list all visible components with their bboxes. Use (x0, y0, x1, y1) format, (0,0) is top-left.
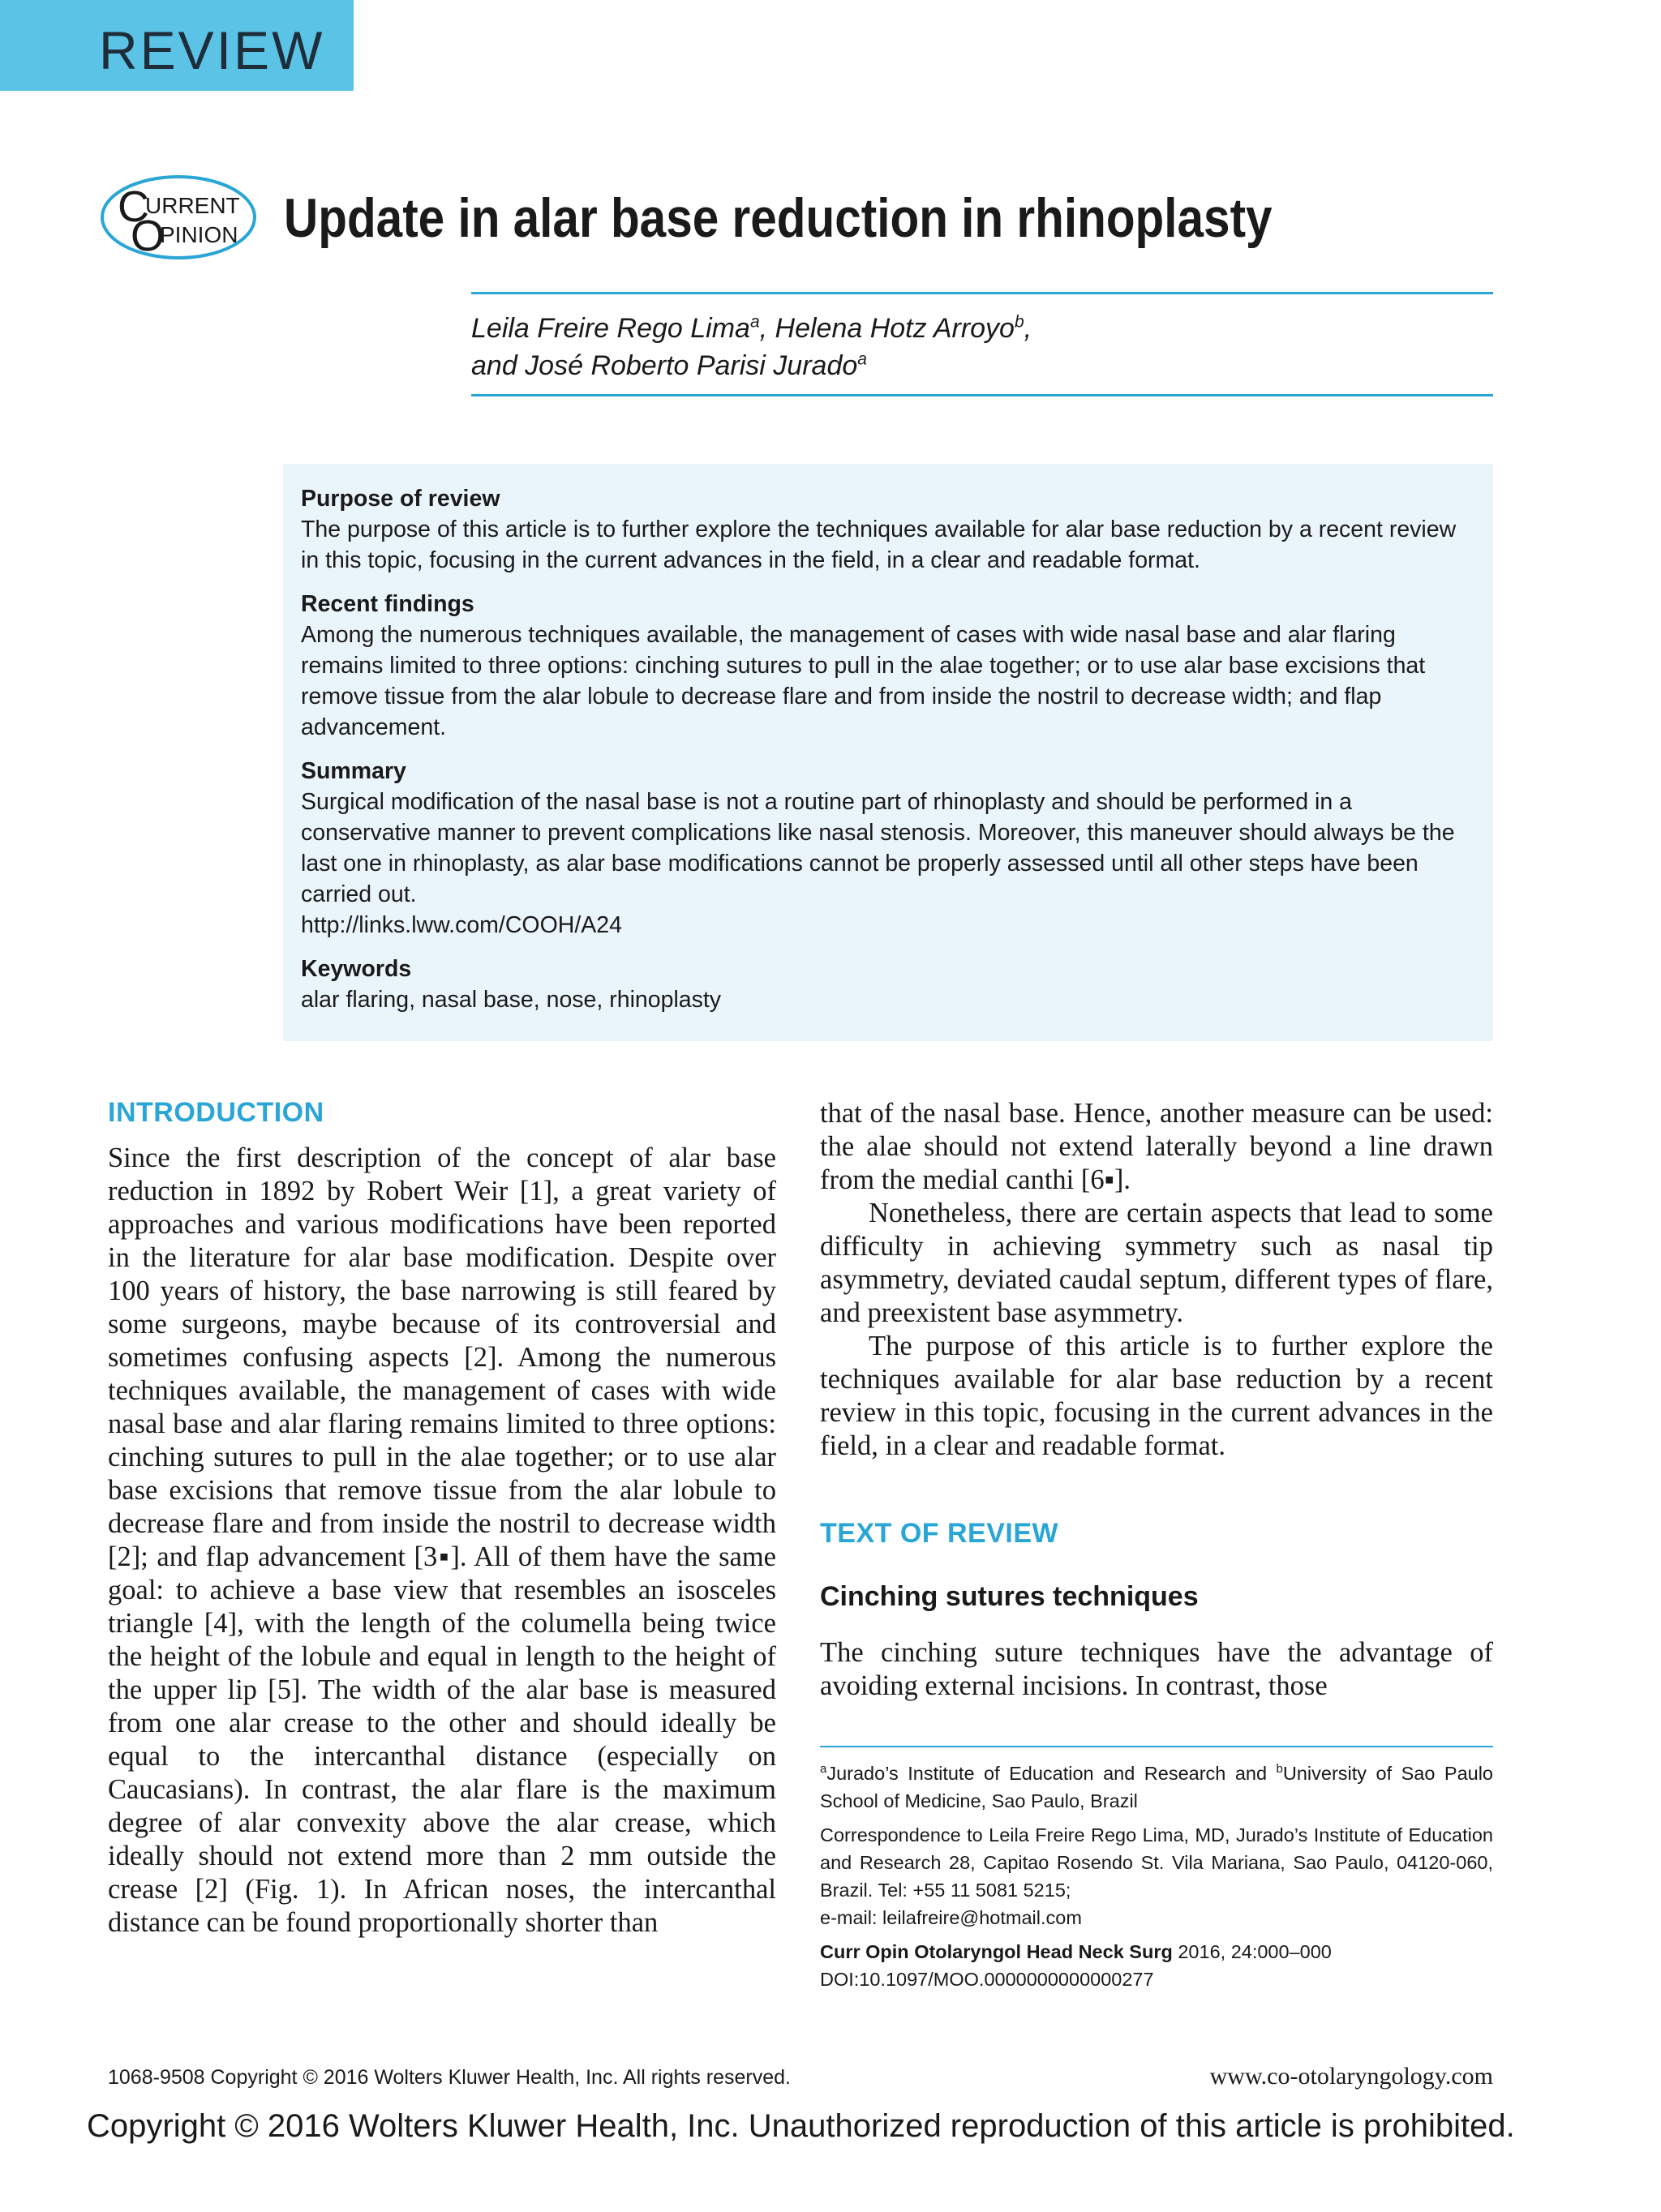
author-1: Leila Freire Rego Lima (471, 313, 750, 344)
summary-text: Surgical modification of the nasal base is not a routine part of rhinoplasty and should be performed in a conservative manner to prevent complications like nasal stenosis. Moreover, this maneuver should always be the last one in rhinoplasty, as alar base modifications cannot be properly assessed until all other steps have been carried out. (301, 789, 1455, 907)
logo-line2: PINION (160, 222, 238, 247)
journal-name: Curr Opin Otolaryngol Head Neck Surg (820, 1941, 1173, 1962)
issn-copyright: 1068-9508 Copyright © 2016 Wolters Kluwer Health, Inc. All rights reserved. (108, 2066, 791, 2089)
logo-line1: URRENT (145, 193, 240, 218)
affiliations (820, 1760, 1493, 1815)
correspondence-email[interactable]: e-mail: leilafreire@hotmail.com (820, 1907, 1082, 1928)
introduction-column-left (108, 1142, 776, 1940)
journal-citation (820, 1938, 1493, 1993)
author-2-affil: b (1014, 312, 1024, 332)
author-3-affil: a (857, 349, 867, 369)
author-1-affil: a (749, 312, 760, 332)
abstract-box (283, 464, 1493, 1041)
logo-letter-c: C (118, 182, 149, 231)
current-opinion-logo (100, 174, 258, 261)
keywords-text: alar flaring, nasal base, nose, rhinoplasty (301, 987, 722, 1013)
introduction-paragraph-2: Nonetheless, there are certain aspects that lead to some difficulty in achieving symmetry such as nasal tip asymmetry, deviated caudal septum, different types of flare, and preexistent base asymmetry. (820, 1198, 1493, 1328)
cinching-sutures-heading: Cinching sutures techniques (820, 1581, 1199, 1612)
introduction-paragraph: Since the first description of the concept of alar base reduction in 1892 by Robert Weir [1], a great variety of approaches and various modifications have been reported in the literature for alar base modification. Despite over 100 years of history, the base narrowing is still feared by some surgeons, maybe because of its controversial and sometimes confusing aspects [2]. Among the numerous techniques available, the management of cases with wide nasal base and alar flaring remains limited to three options: cinching sutures to pull in the alae together; or to use alar base excisions that remove tissue from the alar lobule to decrease flare and from inside the nostril to decrease width [2]; and flap advancement [3▪]. All of them have the same goal: to achieve a base view that resembles an isosceles triangle [4], with the length of the columella being twice the height of the lobule and equal in length to the height of the upper lip [5]. The width of the alar base is measured from one alar crease to the other and should ideally be equal to the intercanthal distance (especially on Caucasians). In contrast, the alar flare is the maximum degree of alar convexity above the alar crease, which ideally should not extend more than 2 mm outside the crease [2] (Fig. 1). In African noses, the intercanthal distance can be found proportionally shorter than (108, 1142, 776, 1938)
author-sep-1: , (759, 313, 775, 344)
affil-a-mark: a (820, 1762, 827, 1777)
findings-heading: Recent findings (301, 591, 474, 617)
introduction-heading: INTRODUCTION (108, 1097, 324, 1128)
correspondence (820, 1821, 1493, 1931)
correspondence-text: Correspondence to Leila Freire Rego Lima, MD, Jurado’s Institute of Education and Research 28, Capitao Rosendo St. Vila Mariana, Sao Paulo, 04120-060, Brazil. Tel: +55 11 5081 5215; (820, 1824, 1493, 1901)
keywords-heading: Keywords (301, 956, 412, 982)
cinching-sutures-paragraph: The cinching suture techniques have the advantage of avoiding external incisions. In contrast, those (820, 1637, 1493, 1701)
affil-b-mark: b (1276, 1762, 1283, 1777)
cinching-sutures-text (820, 1636, 1493, 1703)
introduction-continued: that of the nasal base. Hence, another measure can be used: the alae should not extend laterally beyond a line drawn from the medial canthi [6▪]. (820, 1098, 1493, 1195)
doi[interactable]: DOI:10.1097/MOO.0000000000000277 (820, 1969, 1154, 1990)
introduction-paragraph-3: The purpose of this article is to further explore the techniques available for alar base reduction by a recent review in this topic, focusing in the current advances in the field, in a clear and readable format. (820, 1331, 1493, 1461)
author-sep-2: , (1024, 313, 1032, 344)
review-tag: REVIEW (0, 0, 354, 91)
summary-heading: Summary (301, 758, 406, 784)
affil-b: University of Sao Paulo School of Medicine, Sao Paulo, Brazil (820, 1763, 1493, 1811)
text-of-review-heading: TEXT OF REVIEW (820, 1518, 1059, 1549)
footnotes (820, 1760, 1493, 2000)
supplemental-link[interactable]: http://links.lww.com/COOH/A24 (301, 912, 622, 938)
article-title: Update in alar base reduction in rhinoplasty (284, 187, 1273, 249)
copyright-banner: Copyright © 2016 Wolters Kluwer Health, Inc. Unauthorized reproduction of this article is prohibited. (87, 2108, 1515, 2144)
purpose-heading: Purpose of review (301, 486, 500, 512)
journal-website[interactable]: www.co-otolaryngology.com (1209, 2063, 1493, 2090)
author-rule-top (471, 292, 1493, 294)
journal-info: 2016, 24:000–000 (1172, 1941, 1332, 1962)
footnote-rule (820, 1746, 1493, 1747)
affil-a: Jurado’s Institute of Education and Research and (826, 1763, 1277, 1784)
author-list (471, 310, 1493, 384)
purpose-text: The purpose of this article is to further explore the techniques available for alar base reduction by a recent review in this topic, focusing in the current advances in the field, in a clear and readable format. (301, 517, 1457, 573)
findings-text: Among the numerous techniques available, the management of cases with wide nasal base and alar flaring remains limited to three options: cinching sutures to pull in the alae together; or to use alar base excisions that remove tissue from the alar lobule to decrease flare and from inside the nostril to decrease width; and flap advancement. (301, 622, 1426, 740)
author-3: and José Roberto Parisi Jurado (471, 350, 858, 381)
author-rule-bottom (471, 394, 1493, 397)
summary-block (301, 787, 1475, 941)
introduction-column-right (820, 1097, 1493, 1463)
logo-letter-o: O (131, 212, 165, 260)
author-2: Helena Hotz Arroyo (775, 313, 1015, 344)
